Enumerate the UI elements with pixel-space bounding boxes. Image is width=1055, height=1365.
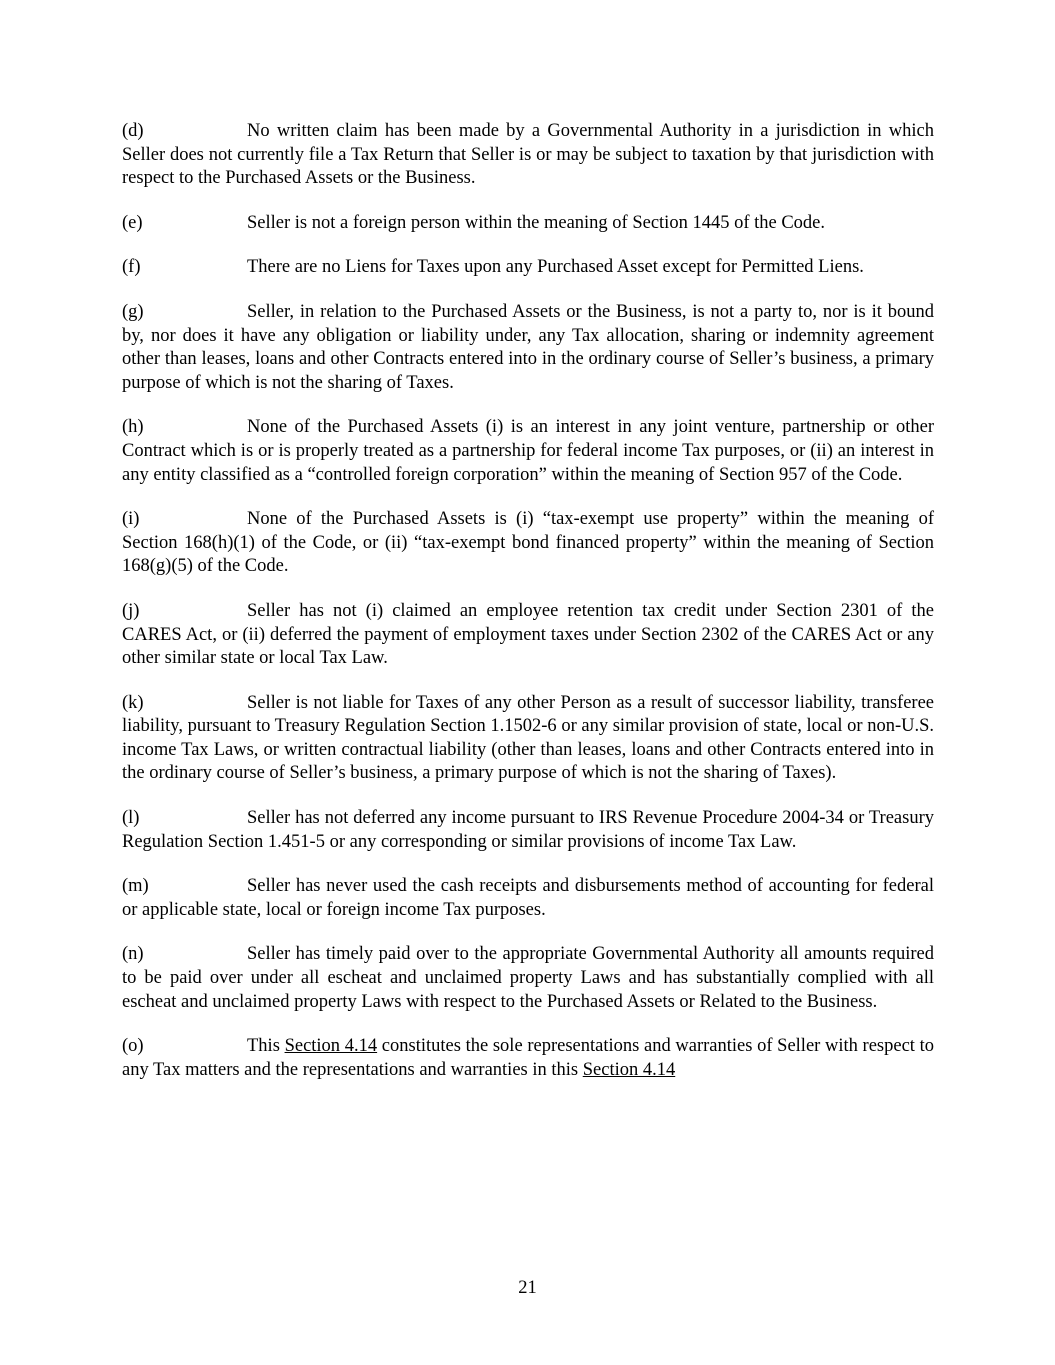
paragraph-label: (e) <box>122 212 143 233</box>
paragraph-label: (j) <box>122 600 140 621</box>
paragraph-label: (l) <box>122 808 140 829</box>
paragraph-l <box>122 807 934 854</box>
section-reference-link[interactable]: Section 4.14 <box>284 1036 378 1057</box>
paragraph-d <box>122 120 934 191</box>
paragraph-marker <box>122 301 247 325</box>
paragraph-o <box>122 1035 934 1082</box>
paragraph-e <box>122 212 934 236</box>
paragraph-text: There are no Liens for Taxes upon any Purchased Asset except for Permitted Liens. <box>247 257 864 278</box>
paragraph-text: None of the Purchased Assets (i) is an interest in any joint venture, partnership or other Contract which is or is properly treated as a partnership for federal income Tax purposes, or (ii) an interest in any entity classified as a “controlled foreign corporation” within the meaning of Section 957 of the Code. <box>122 417 934 485</box>
paragraph-label: (f) <box>122 257 141 278</box>
paragraph-label: (g) <box>122 301 144 322</box>
paragraph-marker <box>122 212 247 236</box>
paragraph-label: (k) <box>122 692 144 713</box>
paragraph-marker <box>122 508 247 532</box>
paragraph-text-part1: This <box>247 1036 285 1057</box>
paragraph-text-part2: constitutes the sole representations and warranties of Seller with respect to any Tax matters and the representations and warranties in this <box>122 1036 934 1080</box>
paragraph-text: Seller, in relation to the Purchased Assets or the Business, is not a party to, nor is it bound by, nor does it have any obligation or liability under, any Tax allocation, sharing or indemnity agreement other than leases, loans and other Contracts entered into in the ordinary course of Seller’s business, a primary purpose of which is not the sharing of Taxes. <box>122 301 934 393</box>
paragraph-marker <box>122 943 247 967</box>
paragraph-marker <box>122 692 247 716</box>
paragraph-text: Seller has not deferred any income pursuant to IRS Revenue Procedure 2004-34 or Treasury Regulation Section 1.451-5 or any corresponding or similar provisions of income Tax Law. <box>122 808 934 852</box>
paragraph-marker <box>122 807 247 831</box>
section-reference-link[interactable]: Section 4.14 <box>582 1059 676 1080</box>
paragraph-marker <box>122 1035 247 1059</box>
paragraph-label: (n) <box>122 944 144 965</box>
paragraph-text: Seller has never used the cash receipts and disbursements method of accounting for federal or applicable state, local or foreign income Tax purposes. <box>122 876 934 920</box>
paragraph-text: Seller has timely paid over to the appropriate Governmental Authority all amounts required to be paid over under all escheat and unclaimed property Laws and has substantially complied with all escheat and unclaimed property Laws with respect to the Purchased Assets or Related to the Business. <box>122 944 934 1012</box>
paragraph-marker <box>122 416 247 440</box>
paragraph-marker <box>122 256 247 280</box>
paragraph-text: None of the Purchased Assets is (i) “tax-exempt use property” within the meaning of Section 168(h)(1) of the Code, or (ii) “tax-exempt bond financed property” within the meaning of Section 168(g)(5) of the Code. <box>122 509 934 577</box>
paragraph-n <box>122 943 934 1014</box>
paragraph-marker <box>122 120 247 144</box>
paragraph-text: No written claim has been made by a Governmental Authority in a jurisdiction in which Seller does not currently file a Tax Return that Seller is or may be subject to taxation by that jurisdiction with respect to the Purchased Assets or the Business. <box>122 121 934 189</box>
paragraph-marker <box>122 600 247 624</box>
paragraph-marker <box>122 875 247 899</box>
paragraph-g <box>122 301 934 395</box>
paragraph-text: Seller has not (i) claimed an employee retention tax credit under Section 2301 of the CARES Act, or (ii) deferred the payment of employment taxes under Section 2302 of the CARES Act or any other similar state or local Tax Law. <box>122 600 934 669</box>
paragraph-label: (m) <box>122 876 149 897</box>
paragraph-j <box>122 600 934 671</box>
paragraph-k <box>122 692 934 786</box>
paragraph-label: (o) <box>122 1036 144 1057</box>
paragraph-i <box>122 508 934 579</box>
paragraph-label: (d) <box>122 121 144 141</box>
paragraph-text: Seller is not liable for Taxes of any other Person as a result of successor liability, transferee liability, pursuant to Treasury Regulation Section 1.1502-6 or any similar provision of state, local or non-U.S. income Tax Laws, or written contractual liability (other than leases, loans and other Contracts entered into in the ordinary course of Seller’s business, a primary purpose of which is not the sharing of Taxes). <box>122 692 934 784</box>
paragraph-label: (h) <box>122 417 144 438</box>
page-number: 21 <box>518 1278 537 1298</box>
paragraph-m <box>122 875 934 922</box>
paragraph-f <box>122 256 934 280</box>
document-body <box>122 120 934 1103</box>
paragraph-label: (i) <box>122 509 140 530</box>
paragraph-text: Seller is not a foreign person within the meaning of Section 1445 of the Code. <box>247 212 826 233</box>
paragraph-h <box>122 416 934 487</box>
